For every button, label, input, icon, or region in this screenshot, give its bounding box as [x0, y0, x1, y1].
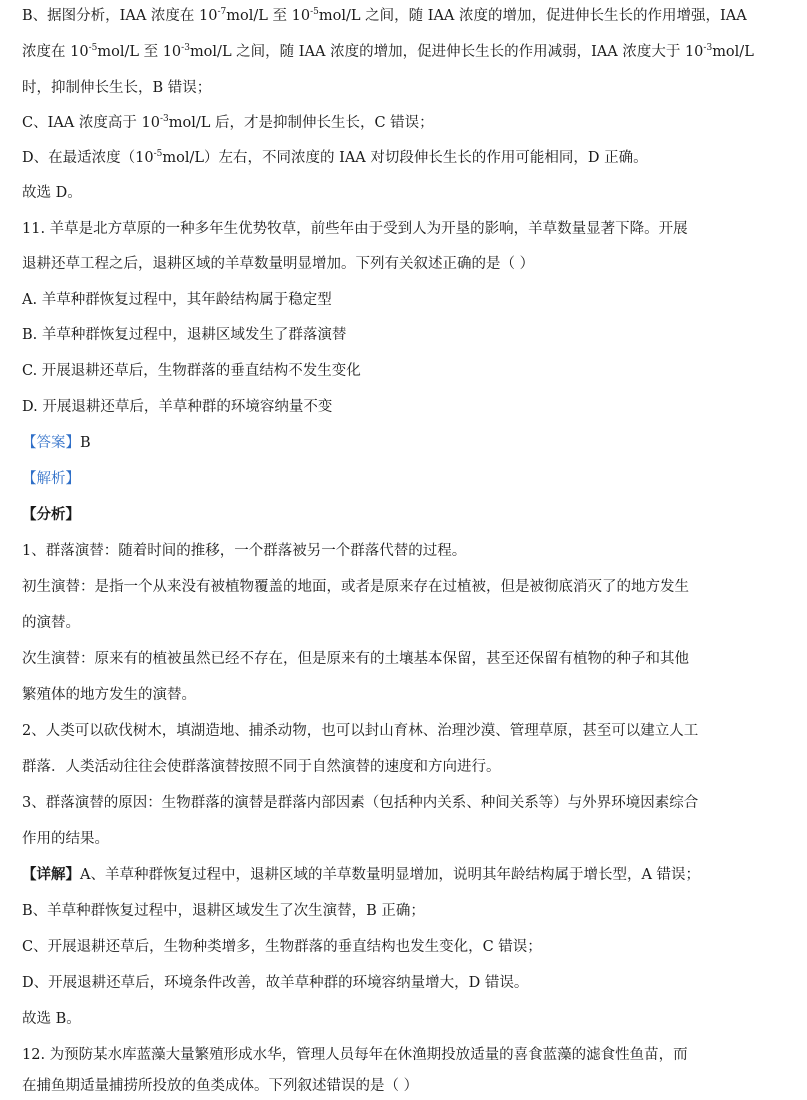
question-11-stem: 11. 羊草是北方草原的一种多年生优势牧草，前些年由于受到人为开垦的影响，羊草数量显著下降。开展 — [22, 221, 688, 237]
text-line: 群落．人类活动往往会使群落演替按照不同于自然演替的速度和方向进行。 — [22, 759, 501, 775]
text-line: B、羊草种群恢复过程中，退耕区域发生了次生演替，B 正确； — [22, 903, 425, 919]
text-line: 故选 D。 — [22, 185, 82, 201]
text-line: 1、群落演替：随着时间的推移，一个群落被另一个群落代替的过程。 — [22, 543, 467, 559]
text-line: 作用的结果。 — [22, 831, 109, 847]
question-12-stem: 在捕鱼期适量捕捞所投放的鱼类成体。下列叙述错误的是（ ） — [22, 1078, 419, 1094]
option-d: D. 开展退耕还草后，羊草种群的环境容纳量不变 — [22, 399, 333, 415]
text-line: B、据图分析，IAA 浓度在 $10^{-7}mol/L$ 至 $10^{-5}mol/L$ 之间，随 IAA 浓度的增加，促进伸长生长的作用增强，IAA — [22, 7, 747, 24]
text-line: D、在最适浓度$(10^{-5}mol/L)$左右，不同浓度的 IAA 对切段伸长生长的作用可能相同，D 正确。 — [22, 149, 648, 166]
text-line: 次生演替：原来有的植被虽然已经不存在，但是原来有的土壤基本保留，甚至还保留有植物的种子和其他 — [22, 651, 689, 667]
text-line: 初生演替：是指一个从来没有被植物覆盖的地面，或者是原来存在过植被，但是被彻底消灭了的地方发生 — [22, 579, 689, 595]
question-12-stem: 12. 为预防某水库蓝藻大量繁殖形成水华，管理人员每年在休渔期投放适量的喜食蓝藻的滤食性鱼苗，而 — [22, 1047, 688, 1063]
answer-value: B — [80, 435, 91, 451]
analysis-label: 【解析】 — [22, 471, 80, 487]
text-line: C、开展退耕还草后，生物种类增多，生物群落的垂直结构也发生变化，C 错误； — [22, 939, 542, 955]
text-line: 2、人类可以砍伐树木，填湖造地、捕杀动物，也可以封山育林、治理沙漠、管理草原，甚至可以建立人工 — [22, 723, 699, 739]
text-line: 故选 B。 — [22, 1011, 81, 1027]
text-line: 浓度在 $10^{-5}mol/L$ 至 $10^{-3}mol/L$ 之间，随 IAA 浓度的增加，促进伸长生长的作用减弱，IAA 浓度大于 $10^{-3}mol/L$ — [22, 43, 754, 60]
answer-label: 【答案】 — [22, 435, 80, 451]
option-a: A. 羊草种群恢复过程中，其年龄结构属于稳定型 — [22, 292, 332, 308]
option-c: C. 开展退耕还草后，生物群落的垂直结构不发生变化 — [22, 363, 361, 379]
fenxi-heading: 【分析】 — [22, 506, 80, 523]
text-line: D、开展退耕还草后，环境条件改善，故羊草种群的环境容纳量增大，D 错误。 — [22, 975, 529, 991]
text-line: 时，抑制伸长生长，B 错误； — [22, 80, 212, 96]
option-b: B. 羊草种群恢复过程中，退耕区域发生了群落演替 — [22, 327, 347, 343]
text-line: 3、群落演替的原因：生物群落的演替是群落内部因素（包括种内关系、种间关系等）与外界环境因素综合 — [22, 795, 699, 811]
text-line: 的演替。 — [22, 615, 80, 631]
text-line: 繁殖体的地方发生的演替。 — [22, 687, 196, 703]
text-line: C、IAA 浓度高于 $10^{-3}mol/L$ 后，才是抑制伸长生长，C 错误； — [22, 114, 434, 131]
question-11-stem: 退耕还草工程之后，退耕区域的羊草数量明显增加。下列有关叙述正确的是（ ） — [22, 256, 535, 272]
detail-label: 【详解】 — [22, 866, 80, 883]
detail-line: 【详解】A、羊草种群恢复过程中，退耕区域的羊草数量明显增加，说明其年龄结构属于增长型，A 错误； — [22, 866, 701, 883]
answer-line — [22, 433, 785, 453]
